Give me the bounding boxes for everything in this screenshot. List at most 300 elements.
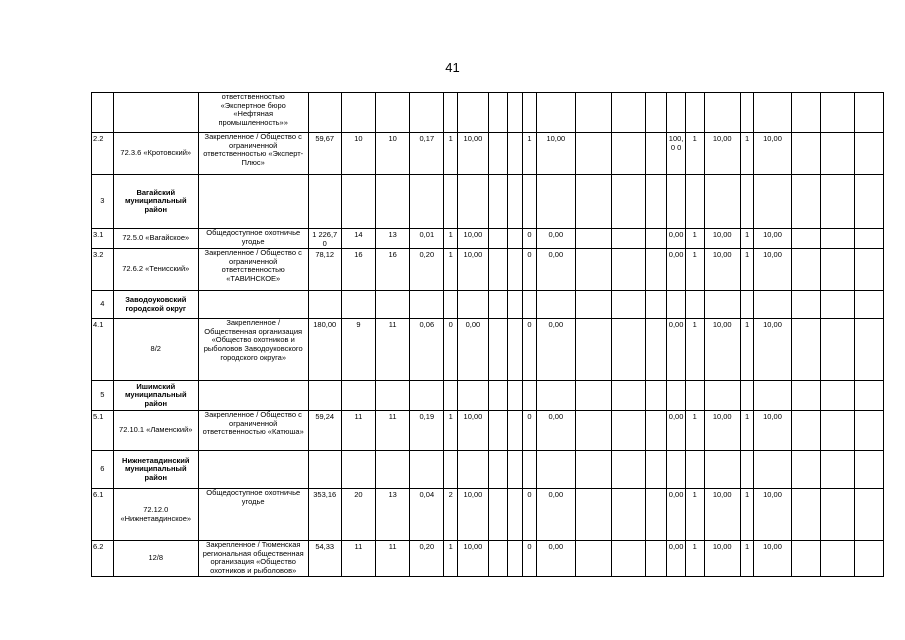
empty-cell — [410, 451, 444, 489]
row-number: 4.1 — [92, 319, 114, 381]
empty-cell — [820, 381, 854, 411]
value-cell-c1: 0,00 — [667, 319, 686, 381]
empty-cell — [376, 291, 410, 319]
empty-cell — [645, 489, 667, 541]
empty-cell — [612, 249, 645, 291]
empty-cell — [523, 291, 536, 319]
empty-cell — [740, 291, 753, 319]
value-cell-f1 — [791, 229, 820, 249]
empty-cell — [488, 489, 507, 541]
empty-cell — [507, 249, 523, 291]
empty-cell — [536, 381, 575, 411]
empty-cell — [612, 319, 645, 381]
value-cell-a1 — [444, 93, 457, 133]
value-cell-e1: 1 — [740, 249, 753, 291]
empty-cell — [536, 175, 575, 229]
value-cell-b1: 0 — [523, 411, 536, 451]
empty-cell — [198, 291, 308, 319]
value-cell-f2 — [820, 229, 854, 249]
value-cell-area: 59,24 — [308, 411, 341, 451]
empty-cell — [507, 175, 523, 229]
value-cell-v1: 10 — [341, 133, 375, 175]
section-number: 4 — [92, 291, 114, 319]
empty-cell — [667, 451, 686, 489]
empty-cell — [667, 291, 686, 319]
empty-cell — [576, 411, 612, 451]
empty-cell — [854, 133, 883, 175]
value-cell-f2 — [820, 541, 854, 576]
empty-cell — [612, 451, 645, 489]
ground-name: 12/8 — [113, 541, 198, 576]
empty-cell — [376, 175, 410, 229]
row-number: 5.1 — [92, 411, 114, 451]
empty-cell — [410, 175, 444, 229]
empty-cell — [523, 175, 536, 229]
value-cell-b1: 0 — [523, 229, 536, 249]
empty-cell — [308, 291, 341, 319]
value-cell-f2 — [820, 489, 854, 541]
empty-cell — [488, 411, 507, 451]
value-cell-v3: 0,17 — [410, 133, 444, 175]
value-cell-v1 — [341, 93, 375, 133]
value-cell-e1: 1 — [740, 133, 753, 175]
value-cell-b1 — [523, 93, 536, 133]
empty-cell — [740, 381, 753, 411]
ground-type: Общедоступное охотничье угодье — [198, 489, 308, 541]
value-cell-f1 — [791, 541, 820, 576]
empty-cell — [576, 489, 612, 541]
empty-cell — [488, 381, 507, 411]
value-cell-d1: 1 — [685, 133, 704, 175]
empty-cell — [854, 541, 883, 576]
empty-cell — [854, 451, 883, 489]
value-cell-a1: 1 — [444, 411, 457, 451]
empty-cell — [576, 451, 612, 489]
value-cell-f2 — [820, 411, 854, 451]
empty-cell — [645, 319, 667, 381]
empty-cell — [444, 381, 457, 411]
empty-cell — [507, 489, 523, 541]
empty-cell — [854, 411, 883, 451]
value-cell-b2: 10,00 — [536, 133, 575, 175]
value-cell-v2: 13 — [376, 489, 410, 541]
value-cell-v3: 0,19 — [410, 411, 444, 451]
empty-cell — [740, 175, 753, 229]
section-header-row — [92, 451, 884, 489]
ground-type: Закрепленное / Общество с ограниченной ответственностью «Катюша» — [198, 411, 308, 451]
value-cell-a2: 0,00 — [457, 319, 488, 381]
page-number: 41 — [445, 60, 460, 75]
empty-cell — [612, 541, 645, 576]
value-cell-d1: 1 — [685, 411, 704, 451]
value-cell-v2: 11 — [376, 319, 410, 381]
value-cell-d2: 10,00 — [704, 319, 740, 381]
empty-cell — [685, 175, 704, 229]
ground-name: 72.5.0 «Вагайское» — [113, 229, 198, 249]
empty-cell — [612, 175, 645, 229]
value-cell-d1: 1 — [685, 541, 704, 576]
empty-cell — [645, 133, 667, 175]
ground-type: Закрепленное / Общество с ограниченной ответственностью «ТАВИНСКОЕ» — [198, 249, 308, 291]
section-number: 3 — [92, 175, 114, 229]
empty-cell — [576, 175, 612, 229]
empty-cell — [645, 229, 667, 249]
row-number: 6.1 — [92, 489, 114, 541]
value-cell-d2: 10,00 — [704, 411, 740, 451]
empty-cell — [791, 381, 820, 411]
value-cell-e1: 1 — [740, 489, 753, 541]
value-cell-d2: 10,00 — [704, 541, 740, 576]
value-cell-f1 — [791, 489, 820, 541]
section-header-row — [92, 175, 884, 229]
value-cell-e2: 10,00 — [754, 319, 791, 381]
empty-cell — [612, 489, 645, 541]
row-number: 2.2 — [92, 133, 114, 175]
empty-cell — [854, 319, 883, 381]
empty-cell — [576, 291, 612, 319]
table-row — [92, 249, 884, 291]
empty-cell — [820, 291, 854, 319]
table-row — [92, 93, 884, 133]
empty-cell — [341, 175, 375, 229]
empty-cell — [488, 133, 507, 175]
value-cell-c1: 0,00 — [667, 411, 686, 451]
value-cell-area — [308, 93, 341, 133]
value-cell-b2: 0,00 — [536, 229, 575, 249]
empty-cell — [854, 93, 883, 133]
empty-cell — [645, 451, 667, 489]
empty-cell — [507, 381, 523, 411]
empty-cell — [704, 175, 740, 229]
empty-cell — [820, 175, 854, 229]
empty-cell — [704, 381, 740, 411]
empty-cell — [457, 381, 488, 411]
empty-cell — [507, 93, 523, 133]
empty-cell — [854, 249, 883, 291]
ground-type: Общедоступное охотничье угодье — [198, 229, 308, 249]
value-cell-v2: 11 — [376, 541, 410, 576]
empty-cell — [523, 381, 536, 411]
empty-cell — [576, 229, 612, 249]
value-cell-e2: 10,00 — [754, 133, 791, 175]
value-cell-f1 — [791, 133, 820, 175]
empty-cell — [740, 451, 753, 489]
value-cell-area: 353,16 — [308, 489, 341, 541]
empty-cell — [198, 175, 308, 229]
value-cell-a1: 2 — [444, 489, 457, 541]
value-cell-b1: 0 — [523, 541, 536, 576]
empty-cell — [444, 291, 457, 319]
empty-cell — [410, 291, 444, 319]
empty-cell — [444, 451, 457, 489]
value-cell-e2: 10,00 — [754, 489, 791, 541]
value-cell-area: 59,67 — [308, 133, 341, 175]
empty-cell — [667, 175, 686, 229]
empty-cell — [507, 541, 523, 576]
value-cell-e2: 10,00 — [754, 541, 791, 576]
value-cell-b2: 0,00 — [536, 489, 575, 541]
section-number: 6 — [92, 451, 114, 489]
value-cell-c1: 0,00 — [667, 229, 686, 249]
value-cell-d2: 10,00 — [704, 249, 740, 291]
section-title: Заводоуковский городской округ — [113, 291, 198, 319]
empty-cell — [376, 381, 410, 411]
empty-cell — [612, 133, 645, 175]
value-cell-e1: 1 — [740, 229, 753, 249]
empty-cell — [410, 381, 444, 411]
value-cell-a2: 10,00 — [457, 249, 488, 291]
section-header-row — [92, 381, 884, 411]
value-cell-v1: 11 — [341, 541, 375, 576]
empty-cell — [488, 319, 507, 381]
empty-cell — [507, 451, 523, 489]
value-cell-f1 — [791, 411, 820, 451]
table-row — [92, 541, 884, 576]
empty-cell — [308, 381, 341, 411]
empty-cell — [854, 291, 883, 319]
empty-cell — [754, 381, 791, 411]
ground-name: 72.12.0 «Нижнетавдинское» — [113, 489, 198, 541]
value-cell-f1 — [791, 93, 820, 133]
value-cell-area: 1 226,7 0 — [308, 229, 341, 249]
section-number: 5 — [92, 381, 114, 411]
value-cell-b2 — [536, 93, 575, 133]
empty-cell — [576, 133, 612, 175]
empty-cell — [341, 291, 375, 319]
value-cell-a1: 0 — [444, 319, 457, 381]
hunting-grounds-table — [91, 92, 884, 577]
value-cell-d1: 1 — [685, 229, 704, 249]
ground-name: 8/2 — [113, 319, 198, 381]
section-title: Вагайский муниципальный район — [113, 175, 198, 229]
value-cell-v2: 13 — [376, 229, 410, 249]
value-cell-c1: 100,0 0 — [667, 133, 686, 175]
empty-cell — [488, 93, 507, 133]
empty-cell — [645, 249, 667, 291]
table-row — [92, 229, 884, 249]
empty-cell — [791, 291, 820, 319]
empty-cell — [754, 451, 791, 489]
value-cell-b1: 1 — [523, 133, 536, 175]
empty-cell — [488, 249, 507, 291]
value-cell-d2: 10,00 — [704, 489, 740, 541]
value-cell-v2 — [376, 93, 410, 133]
empty-cell — [645, 175, 667, 229]
value-cell-f1 — [791, 249, 820, 291]
empty-cell — [198, 451, 308, 489]
empty-cell — [645, 381, 667, 411]
empty-cell — [576, 319, 612, 381]
empty-cell — [791, 175, 820, 229]
value-cell-a1: 1 — [444, 229, 457, 249]
empty-cell — [488, 451, 507, 489]
value-cell-b1: 0 — [523, 319, 536, 381]
empty-cell — [507, 319, 523, 381]
value-cell-c1 — [667, 93, 686, 133]
value-cell-a2: 10,00 — [457, 411, 488, 451]
value-cell-area: 54,33 — [308, 541, 341, 576]
empty-cell — [685, 381, 704, 411]
value-cell-a2: 10,00 — [457, 489, 488, 541]
empty-cell — [457, 175, 488, 229]
value-cell-d2: 10,00 — [704, 133, 740, 175]
value-cell-e2: 10,00 — [754, 249, 791, 291]
empty-cell — [457, 451, 488, 489]
value-cell-c1: 0,00 — [667, 541, 686, 576]
value-cell-b2: 0,00 — [536, 411, 575, 451]
ground-type: ответственностью «Экспертное бюро «Нефтяная промышленность»» — [198, 93, 308, 133]
value-cell-a1: 1 — [444, 249, 457, 291]
row-number: 3.2 — [92, 249, 114, 291]
empty-cell — [704, 291, 740, 319]
value-cell-v3 — [410, 93, 444, 133]
empty-cell — [576, 381, 612, 411]
value-cell-v1: 11 — [341, 411, 375, 451]
value-cell-d1: 1 — [685, 319, 704, 381]
empty-cell — [341, 451, 375, 489]
empty-cell — [612, 291, 645, 319]
value-cell-f2 — [820, 319, 854, 381]
empty-cell — [444, 175, 457, 229]
empty-cell — [308, 175, 341, 229]
value-cell-f1 — [791, 319, 820, 381]
section-title: Нижнетавдинский муниципальный район — [113, 451, 198, 489]
empty-cell — [854, 229, 883, 249]
empty-cell — [685, 451, 704, 489]
ground-name — [113, 93, 198, 133]
value-cell-area: 78,12 — [308, 249, 341, 291]
empty-cell — [854, 381, 883, 411]
value-cell-v1: 20 — [341, 489, 375, 541]
value-cell-a2: 10,00 — [457, 541, 488, 576]
value-cell-e2: 10,00 — [754, 411, 791, 451]
empty-cell — [376, 451, 410, 489]
value-cell-a2 — [457, 93, 488, 133]
ground-name: 72.6.2 «Тенисский» — [113, 249, 198, 291]
empty-cell — [754, 291, 791, 319]
empty-cell — [507, 133, 523, 175]
empty-cell — [854, 175, 883, 229]
empty-cell — [198, 381, 308, 411]
value-cell-f2 — [820, 93, 854, 133]
table-row — [92, 319, 884, 381]
value-cell-a2: 10,00 — [457, 229, 488, 249]
empty-cell — [645, 411, 667, 451]
value-cell-a1: 1 — [444, 541, 457, 576]
value-cell-v3: 0,20 — [410, 249, 444, 291]
empty-cell — [488, 291, 507, 319]
value-cell-v3: 0,20 — [410, 541, 444, 576]
value-cell-a1: 1 — [444, 133, 457, 175]
table-row — [92, 411, 884, 451]
ground-type: Закрепленное / Тюменская региональная общественная организация «Общество охотников и рыболовов» — [198, 541, 308, 576]
value-cell-d1: 1 — [685, 489, 704, 541]
value-cell-e1: 1 — [740, 411, 753, 451]
ground-name: 72.3.6 «Кротовский» — [113, 133, 198, 175]
ground-name: 72.10.1 «Ламенский» — [113, 411, 198, 451]
empty-cell — [704, 451, 740, 489]
empty-cell — [457, 291, 488, 319]
value-cell-c1: 0,00 — [667, 249, 686, 291]
value-cell-d1: 1 — [685, 249, 704, 291]
value-cell-f2 — [820, 249, 854, 291]
value-cell-area: 180,00 — [308, 319, 341, 381]
empty-cell — [507, 229, 523, 249]
section-header-row — [92, 291, 884, 319]
empty-cell — [576, 249, 612, 291]
value-cell-v1: 14 — [341, 229, 375, 249]
empty-cell — [523, 451, 536, 489]
value-cell-e1: 1 — [740, 319, 753, 381]
value-cell-e1 — [740, 93, 753, 133]
table-row — [92, 133, 884, 175]
value-cell-v3: 0,01 — [410, 229, 444, 249]
value-cell-v3: 0,06 — [410, 319, 444, 381]
value-cell-v2: 10 — [376, 133, 410, 175]
value-cell-d2: 10,00 — [704, 229, 740, 249]
empty-cell — [612, 93, 645, 133]
value-cell-d1 — [685, 93, 704, 133]
empty-cell — [576, 93, 612, 133]
value-cell-b2: 0,00 — [536, 249, 575, 291]
empty-cell — [488, 175, 507, 229]
value-cell-d2 — [704, 93, 740, 133]
ground-type: Закрепленное / Общественная организация «Общество охотников и рыболовов Заводоуковского городского округа» — [198, 319, 308, 381]
empty-cell — [308, 451, 341, 489]
value-cell-e2 — [754, 93, 791, 133]
empty-cell — [645, 93, 667, 133]
empty-cell — [536, 451, 575, 489]
empty-cell — [667, 381, 686, 411]
empty-cell — [507, 291, 523, 319]
empty-cell — [576, 541, 612, 576]
empty-cell — [685, 291, 704, 319]
value-cell-b2: 0,00 — [536, 541, 575, 576]
empty-cell — [488, 229, 507, 249]
empty-cell — [820, 451, 854, 489]
empty-cell — [612, 411, 645, 451]
empty-cell — [341, 381, 375, 411]
empty-cell — [645, 291, 667, 319]
row-number: 6.2 — [92, 541, 114, 576]
value-cell-v1: 9 — [341, 319, 375, 381]
empty-cell — [507, 411, 523, 451]
row-number: 3.1 — [92, 229, 114, 249]
empty-cell — [645, 541, 667, 576]
empty-cell — [612, 229, 645, 249]
value-cell-e2: 10,00 — [754, 229, 791, 249]
value-cell-b1: 0 — [523, 249, 536, 291]
empty-cell — [488, 541, 507, 576]
empty-cell — [791, 451, 820, 489]
empty-cell — [854, 489, 883, 541]
value-cell-v2: 11 — [376, 411, 410, 451]
section-title: Ишимский муниципальный район — [113, 381, 198, 411]
empty-cell — [754, 175, 791, 229]
value-cell-e1: 1 — [740, 541, 753, 576]
table-row — [92, 489, 884, 541]
row-number — [92, 93, 114, 133]
value-cell-v2: 16 — [376, 249, 410, 291]
empty-cell — [612, 381, 645, 411]
value-cell-v3: 0,04 — [410, 489, 444, 541]
value-cell-v1: 16 — [341, 249, 375, 291]
value-cell-f2 — [820, 133, 854, 175]
empty-cell — [536, 291, 575, 319]
value-cell-c1: 0,00 — [667, 489, 686, 541]
ground-type: Закрепленное / Общество с ограниченной ответственностью «Эксперт-Плюс» — [198, 133, 308, 175]
value-cell-b1: 0 — [523, 489, 536, 541]
